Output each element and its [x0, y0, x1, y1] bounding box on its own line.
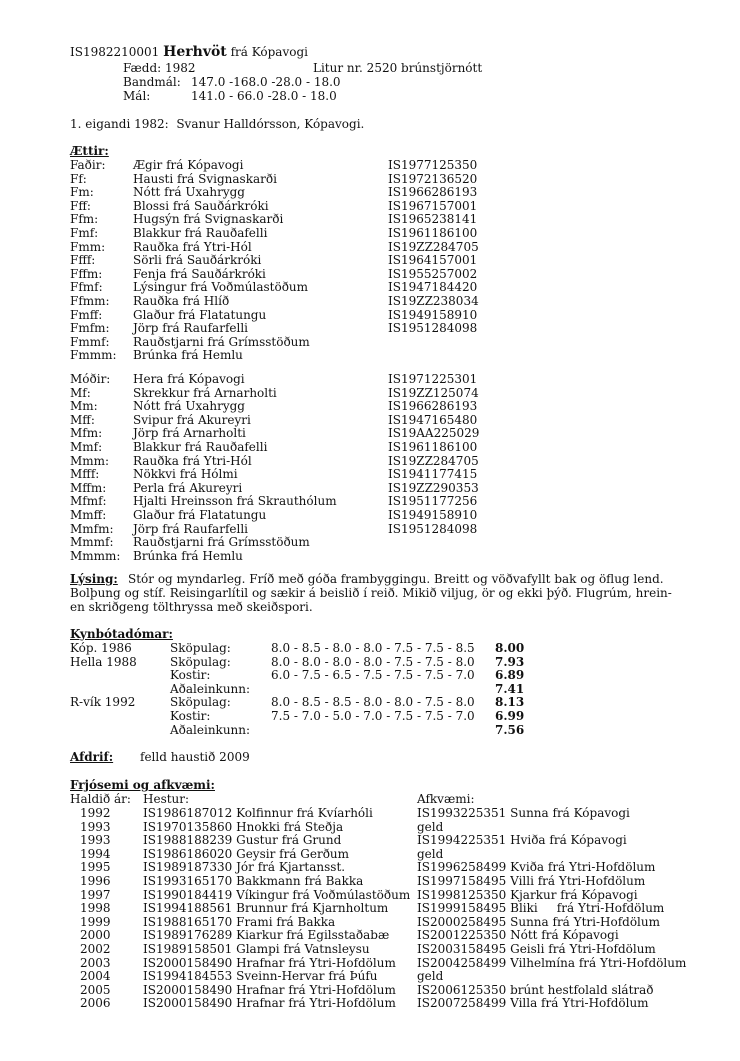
offspring-result: IS2003158495 Geisli frá Ytri-Hofdölum [417, 942, 656, 956]
pedigree-horse-name: Ægir frá Kópavogi [133, 158, 244, 172]
pedigree-horse-name: Hjalti Hreinsson frá Skrauthólum [133, 494, 337, 509]
judgement-category: Aðaleinkunn: [170, 681, 251, 696]
pedigree-horse-id: IS1972136520 [388, 171, 478, 186]
pedigree-relation: Mf: [70, 385, 91, 400]
offspring-result: IS1997158495 Villi frá Ytri-Hofdölum [417, 874, 646, 888]
offspring-stallion: IS1989158501 Glampi frá Vatnsleysu [143, 942, 370, 956]
pedigree-horse-name: Brúnka frá Hemlu [133, 348, 243, 363]
judgement-total: 7.41 [495, 681, 525, 696]
offspring-year: 2000 [80, 928, 111, 943]
pedigree-horse-name: Jörp frá Arnarholti [133, 426, 246, 441]
offspring-result: IS1998125350 Kjarkur frá Kópavogi [417, 887, 638, 902]
pedigree-horse-name: Glaður frá Flatatungu [133, 307, 267, 322]
description-line: en skriðgeng tölthryssa með skeiðspori. [70, 600, 313, 614]
pedigree-relation: Fff: [70, 198, 91, 213]
color-code: Litur nr. 2520 brúnstjörnótt [313, 61, 483, 75]
pedigree-horse-id: IS1949158910 [388, 307, 478, 322]
pedigree-horse-id: IS1971225301 [388, 372, 478, 386]
offspring-stallion: IS1994184553 Sveinn-Hervar frá Þúfu [143, 969, 378, 984]
pedigree-horse-id: IS1951284098 [388, 321, 478, 336]
judgement-total: 6.89 [495, 668, 525, 683]
offspring-result: IS2001225350 Nótt frá Kópavogi [417, 928, 619, 943]
offspring-result: IS2006125350 brúnt hestfolald slátrað [417, 982, 654, 997]
offspring-result: IS2004258499 Vilhelmína frá Ytri-Hofdölum [417, 955, 687, 970]
pedigree-horse-name: Rauðstjarni frá Grímsstöðum [133, 535, 310, 550]
description-label: Lýsing: [70, 572, 118, 586]
registration-id: IS1982210001 [70, 45, 160, 59]
pedigree-horse-id: IS1967157001 [388, 198, 478, 213]
pedigree-relation: Fmm: [70, 239, 106, 254]
pedigree-horse-name: Rauðka frá Hlíð [133, 294, 230, 308]
judgements-title: Kynbótadómar: [70, 627, 173, 641]
offspring-stallion: IS1988165170 Frami frá Bakka [143, 914, 336, 929]
pedigree-relation: Mmff: [70, 508, 107, 522]
pedigree-horse-name: Glaður frá Flatatungu [133, 508, 267, 522]
offspring-year: 1999 [80, 914, 111, 929]
pedigree-horse-name: Jörp frá Raufarfelli [133, 321, 248, 336]
offspring-result: geld [417, 819, 444, 834]
pedigree-relation: Móðir: [70, 372, 111, 386]
judgement-category: Kostir: [170, 668, 211, 683]
column-header-stallion: Hestur: [143, 792, 190, 806]
pedigree-horse-id: IS19ZZ284705 [388, 239, 479, 254]
offspring-year: 2006 [80, 996, 111, 1011]
pedigree-horse-id: IS1955257002 [388, 266, 478, 281]
judgement-total: 8.13 [495, 695, 525, 710]
pedigree-horse-name: Fenja frá Sauðárkróki [133, 266, 266, 281]
pedigree-horse-name: Rauðka frá Ytri-Hól [133, 453, 252, 468]
offspring-year: 1995 [80, 860, 111, 875]
pedigree-horse-name: Rauðka frá Ytri-Hól [133, 239, 252, 254]
pedigree-horse-name: Nökkvi frá Hólmi [133, 467, 238, 482]
offspring-result: IS1994225351 Hviða frá Kópavogi [417, 833, 627, 848]
pedigree-relation: Fmfm: [70, 321, 110, 336]
offspring-year: 1998 [80, 901, 111, 916]
pedigree-horse-name: Blakkur frá Rauðafelli [133, 440, 268, 454]
judgement-place-year: Kóp. 1986 [70, 641, 132, 655]
offspring-year: 2005 [80, 982, 111, 997]
offspring-stallion: IS1994188561 Brunnur frá Kjarnholtum [143, 901, 389, 916]
horse-title-line [70, 46, 308, 60]
pedigree-relation: Mmmm: [70, 548, 121, 563]
pedigree-horse-id: IS1965238141 [388, 212, 478, 227]
offspring-result: IS1996258499 Kviða frá Ytri-Hofdölum [417, 860, 656, 875]
pedigree-horse-id: IS19ZZ290353 [388, 480, 479, 495]
pedigree-horse-id: IS19AA225029 [388, 426, 480, 441]
pedigree-relation: Fmmf: [70, 334, 110, 349]
pedigree-relation: Mmfm: [70, 521, 114, 536]
offspring-stallion: IS1989176289 Kiarkur frá Egilsstaðabæ [143, 928, 390, 943]
pedigree-relation: Mmf: [70, 440, 103, 454]
pedigree-horse-id: IS1964157001 [388, 253, 478, 268]
judgement-category: Sköpulag: [170, 641, 231, 655]
judgement-category: Sköpulag: [170, 654, 231, 669]
pedigree-relation: Ffmm: [70, 294, 110, 308]
offspring-year: 1993 [80, 819, 111, 834]
pedigree-horse-id: IS1966286193 [388, 185, 478, 200]
pedigree-horse-id: IS1949158910 [388, 508, 478, 522]
pedigree-horse-name: Sörli frá Sauðárkróki [133, 253, 262, 268]
pedigree-horse-id: IS19ZZ125074 [388, 385, 479, 400]
pedigree-relation: Ff: [70, 171, 87, 186]
offspring-stallion: IS1986186020 Geysir frá Gerðum [143, 846, 350, 861]
pedigree-horse-name: Blakkur frá Rauðafelli [133, 226, 268, 240]
offspring-year: 1994 [80, 846, 111, 861]
offspring-stallion: IS1993165170 Bakkmann frá Bakka [143, 874, 364, 888]
pedigree-horse-id: IS1961186100 [388, 226, 478, 240]
pedigree-relation: Fmf: [70, 226, 99, 240]
pedigree-horse-name: Hera frá Kópavogi [133, 372, 245, 386]
pedigree-horse-id: IS1951177256 [388, 494, 478, 509]
pedigree-relation: Mfm: [70, 426, 103, 441]
offspring-year: 1997 [80, 887, 111, 902]
horse-name: Herhvöt [163, 44, 227, 60]
pedigree-relation: Mfmf: [70, 494, 107, 509]
pedigree-horse-name: Skrekkur frá Arnarholti [133, 385, 277, 400]
offspring-year: 1993 [80, 833, 111, 848]
offspring-result: geld [417, 846, 444, 861]
judgement-category: Kostir: [170, 709, 211, 723]
bandmal-value: 147.0 -168.0 -28.0 - 18.0 [191, 75, 341, 89]
offspring-stallion: IS2000158490 Hrafnar frá Ytri-Hofdölum [143, 996, 396, 1011]
offspring-stallion: IS1990184419 Víkingur frá Voðmúlastöðum [143, 887, 411, 902]
offspring-year: 2003 [80, 955, 111, 970]
pedigree-horse-name: Svipur frá Akureyri [133, 412, 251, 427]
pedigree-horse-id: IS1941177415 [388, 467, 478, 482]
pedigree-horse-id: IS1951284098 [388, 521, 478, 536]
pedigree-horse-id: IS1977125350 [388, 158, 478, 172]
pedigree-horse-id: IS19ZZ284705 [388, 453, 479, 468]
pedigree-relation: Mmm: [70, 453, 110, 468]
fate-label: Afdrif: [70, 750, 114, 764]
pedigree-horse-name: Jörp frá Raufarfelli [133, 521, 248, 536]
offspring-stallion: IS2000158490 Hrafnar frá Ytri-Hofdölum [143, 955, 396, 970]
pedigree-relation: Ffff: [70, 253, 96, 268]
column-header-year: Haldið ár: [70, 792, 131, 806]
offspring-year: 1996 [80, 874, 111, 888]
judgement-total: 6.99 [495, 709, 525, 723]
offspring-result: geld [417, 969, 444, 984]
pedigree-horse-name: Perla frá Akureyri [133, 480, 243, 495]
judgement-total: 8.00 [495, 641, 525, 655]
judgement-place-year: Hella 1988 [70, 654, 137, 669]
pedigree-relation: Fffm: [70, 266, 103, 281]
pedigree-relation: Faðir: [70, 158, 106, 172]
pedigree-relation: Ffm: [70, 212, 99, 227]
pedigree-horse-name: Nótt frá Uxahrygg [133, 185, 245, 200]
description-line: Stór og myndarleg. Fríð með góða frambyggingu. Breitt og vöðvafyllt bak og öflug lend. [128, 572, 664, 586]
offspring-result: IS2000258495 Sunna frá Ytri-Hofdölum [417, 914, 660, 929]
fate-value: felld haustið 2009 [140, 750, 250, 764]
pedigree-horse-name: Lýsingur frá Voðmúlastöðum [133, 280, 309, 295]
offspring-result: IS1999158495 Bliki frá Ytri-Hofdölum [417, 901, 665, 916]
offspring-year: 1992 [80, 806, 111, 820]
pedigree-relation: Mm: [70, 399, 98, 414]
judgement-scores: 8.0 - 8.5 - 8.0 - 8.0 - 7.5 - 7.5 - 8.5 [271, 641, 475, 655]
pedigree-relation: Fm: [70, 185, 94, 200]
pedigree-horse-id: IS1947165480 [388, 412, 478, 427]
pedigree-relation: Fmff: [70, 307, 103, 322]
mal-label: Mál: [123, 89, 151, 103]
pedigree-horse-id: IS19ZZ238034 [388, 294, 479, 308]
birth-year: Fædd: 1982 [123, 61, 196, 75]
offspring-year: 2002 [80, 942, 111, 956]
pedigree-horse-name: Brúnka frá Hemlu [133, 548, 243, 563]
offspring-stallion: IS1989187330 Jór frá Kjartansst. [143, 860, 346, 875]
pedigree-relation: Fmmm: [70, 348, 117, 363]
description-line: Bolþung og stíf. Reisingarlítil og sækir á beislið í reið. Mikið viljug, ör og ekki þýð. Flugrúm, hrein- [70, 586, 672, 600]
horse-origin: frá Kópavogi [230, 45, 308, 59]
offspring-stallion: IS1988188239 Gustur frá Grund [143, 833, 342, 848]
pedigree-horse-name: Blossi frá Sauðárkróki [133, 198, 269, 213]
offspring-year: 2004 [80, 969, 111, 984]
pedigree-horse-name: Nótt frá Uxahrygg [133, 399, 245, 414]
offspring-result: IS2007258499 Villa frá Ytri-Hofdölum [417, 996, 649, 1011]
pedigree-horse-name: Hausti frá Svignaskarði [133, 171, 277, 186]
judgement-scores: 8.0 - 8.0 - 8.0 - 8.0 - 7.5 - 7.5 - 8.0 [271, 654, 475, 669]
pedigree-relation: Mff: [70, 412, 95, 427]
judgement-place-year: R-vík 1992 [70, 695, 136, 710]
offspring-title: Frjósemi og afkvæmi: [70, 778, 215, 792]
pedigree-horse-id: IS1966286193 [388, 399, 478, 414]
pedigree-relation: Mffm: [70, 480, 107, 495]
offspring-result: IS1993225351 Sunna frá Kópavogi [417, 806, 630, 820]
judgement-category: Aðaleinkunn: [170, 722, 251, 737]
pedigree-relation: Mfff: [70, 467, 100, 482]
column-header-offspring: Afkvæmi: [417, 792, 475, 806]
pedigree-horse-name: Hugsýn frá Svignaskarði [133, 212, 284, 227]
judgement-total: 7.93 [495, 654, 525, 669]
judgement-category: Sköpulag: [170, 695, 231, 710]
judgement-scores: 8.0 - 8.5 - 8.5 - 8.0 - 8.0 - 7.5 - 8.0 [271, 695, 475, 710]
bandmal-label: Bandmál: [123, 75, 181, 89]
pedigree-horse-name: Rauðstjarni frá Grímsstöðum [133, 334, 310, 349]
pedigree-relation: Mmmf: [70, 535, 114, 550]
owner-line: 1. eigandi 1982: Svanur Halldórsson, Kópavogi. [70, 117, 365, 131]
judgement-total: 7.56 [495, 722, 525, 737]
pedigree-horse-id: IS1961186100 [388, 440, 478, 454]
offspring-stallion: IS1970135860 Hnokki frá Steðja [143, 819, 344, 834]
judgement-scores: 6.0 - 7.5 - 6.5 - 7.5 - 7.5 - 7.5 - 7.0 [271, 668, 475, 683]
mal-value: 141.0 - 66.0 -28.0 - 18.0 [191, 89, 337, 103]
judgement-scores: 7.5 - 7.0 - 5.0 - 7.0 - 7.5 - 7.5 - 7.0 [271, 709, 475, 723]
offspring-stallion: IS1986187012 Kolfinnur frá Kvíarhóli [143, 806, 373, 820]
pedigree-horse-id: IS1947184420 [388, 280, 478, 295]
pedigree-relation: Ffmf: [70, 280, 103, 295]
pedigree-title: Ættir: [70, 144, 109, 158]
offspring-stallion: IS2000158490 Hrafnar frá Ytri-Hofdölum [143, 982, 396, 997]
